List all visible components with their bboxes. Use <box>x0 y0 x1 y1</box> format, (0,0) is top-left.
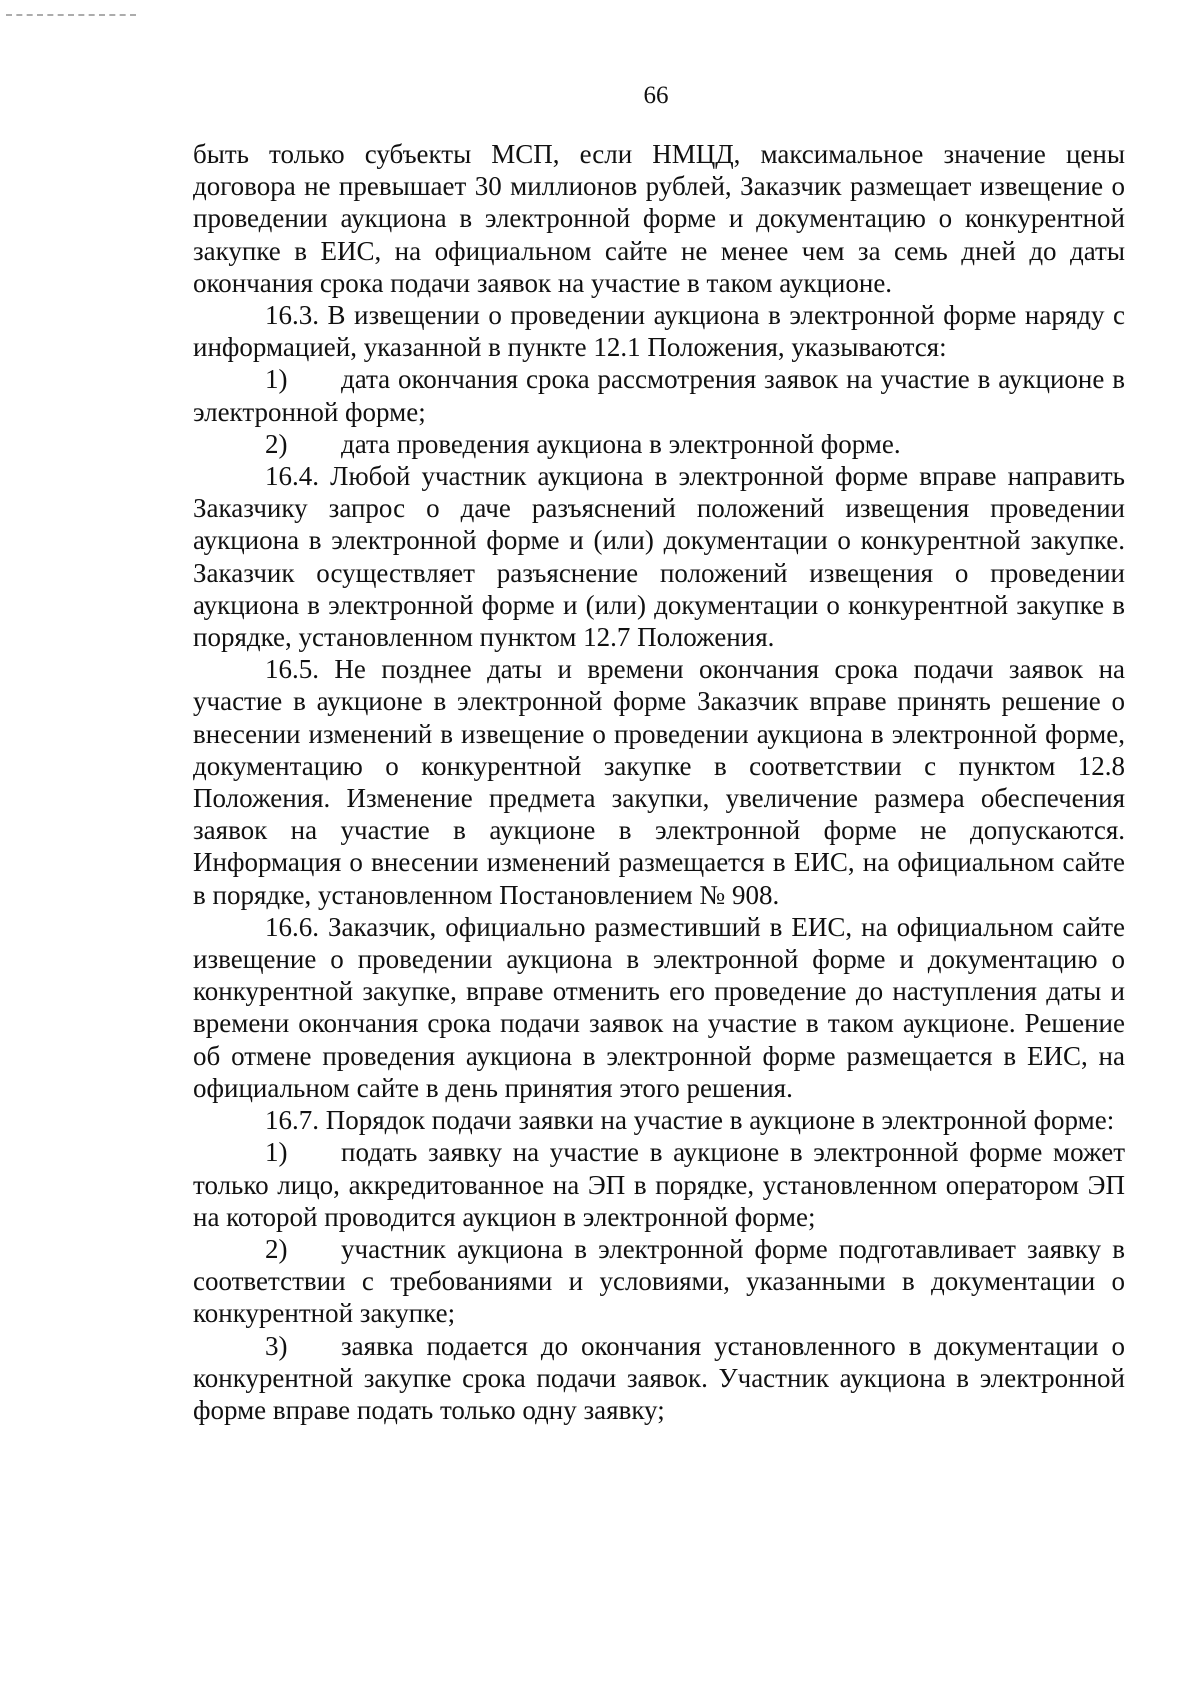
list-marker: 2) <box>265 1233 288 1264</box>
paragraph-16-7: 16.7. Порядок подачи заявки на участие в аукционе в электронной форме: <box>265 1105 1115 1136</box>
document-body <box>193 138 1125 1426</box>
list-item-text: подать заявку на участие в аукционе в электронной форме может только лицо, аккредитованное на ЭП в порядке, установленном оператором ЭП на которой проводится аукцион в электронной форме; <box>193 1137 1125 1232</box>
list-item-16-7-1 <box>193 1136 1125 1233</box>
paragraph-16-6: 16.6. Заказчик, официально разместивший в ЕИС, на официальном сайте извещение о проведении аукциона в электронной форме и документацию о конкурентной закупке, вправе отменить его проведение до наступления даты и времени окончания срока подачи заявок на участие в таком аукционе. Решение об отмене проведения аукциона в электронной форме размещается в ЕИС, на официальном сайте в день принятия этого решения. <box>193 911 1125 1103</box>
list-item-16-3-1 <box>193 363 1125 427</box>
list-item-text: участник аукциона в электронной форме подготавливает заявку в соответствии с требованиями и условиями, указанными в документации о конкурентной закупке; <box>193 1233 1125 1329</box>
list-item-text: дата проведения аукциона в электронной форме. <box>341 428 901 459</box>
paragraph-16-3: 16.3. В извещении о проведении аукциона в электронной форме наряду с информацией, указанной в пункте 12.1 Положения, указываются: <box>193 300 1125 363</box>
list-marker: 1) <box>265 364 288 395</box>
list-marker: 1) <box>265 1137 288 1168</box>
list-marker: 2) <box>265 428 288 459</box>
paragraph-16-5: 16.5. Не позднее даты и времени окончания срока подачи заявок на участие в аукционе в электронной форме Заказчик вправе принять решение о внесении изменений в извещение о проведении аукциона в электронной форме, документацию о конкурентной закупке в соответствии с пунктом 12.8 Положения. Изменение предмета закупки, увеличение размера обеспечения заявок на участие в аукционе в электронной форме не допускаются. Информация о внесении изменений размещается в ЕИС, на официальном сайте в порядке, установленном Постановлением № 908. <box>193 654 1125 910</box>
paragraph-continuation: быть только субъекты МСП, если НМЦД, максимальное значение цены договора не превышает 30 миллионов рублей, Заказчик размещает извещение о проведении аукциона в электронной форме и документацию о конкурентной закупке в ЕИС, на официальном сайте не менее чем за семь дней до даты окончания срока подачи заявок на участие в таком аукционе. <box>193 139 1125 298</box>
list-item-16-7-2 <box>193 1233 1125 1330</box>
list-marker: 3) <box>265 1330 288 1361</box>
paragraph-16-4: 16.4. Любой участник аукциона в электронной форме вправе направить Заказчику запрос о даче разъяснений положений извещения проведении аукциона в электронной форме и (или) документации о конкурентной закупке. Заказчик осуществляет разъяснение положений извещения о проведении аукциона в электронной форме и (или) документации о конкурентной закупке в порядке, установленном пунктом 12.7 Положения. <box>193 461 1125 653</box>
page-number: 66 <box>643 82 669 109</box>
list-item-16-7-3 <box>193 1330 1125 1427</box>
scan-artifact <box>6 14 136 19</box>
list-item-text: заявка подается до окончания установленного в документации о конкурентной закупке срока подачи заявок. Участник аукциона в электронной форме вправе подать только одну заявку; <box>193 1330 1125 1425</box>
list-item-text: дата окончания срока рассмотрения заявок на участие в аукционе в электронной форме; <box>193 364 1125 427</box>
list-item-16-3-2 <box>193 428 1125 460</box>
